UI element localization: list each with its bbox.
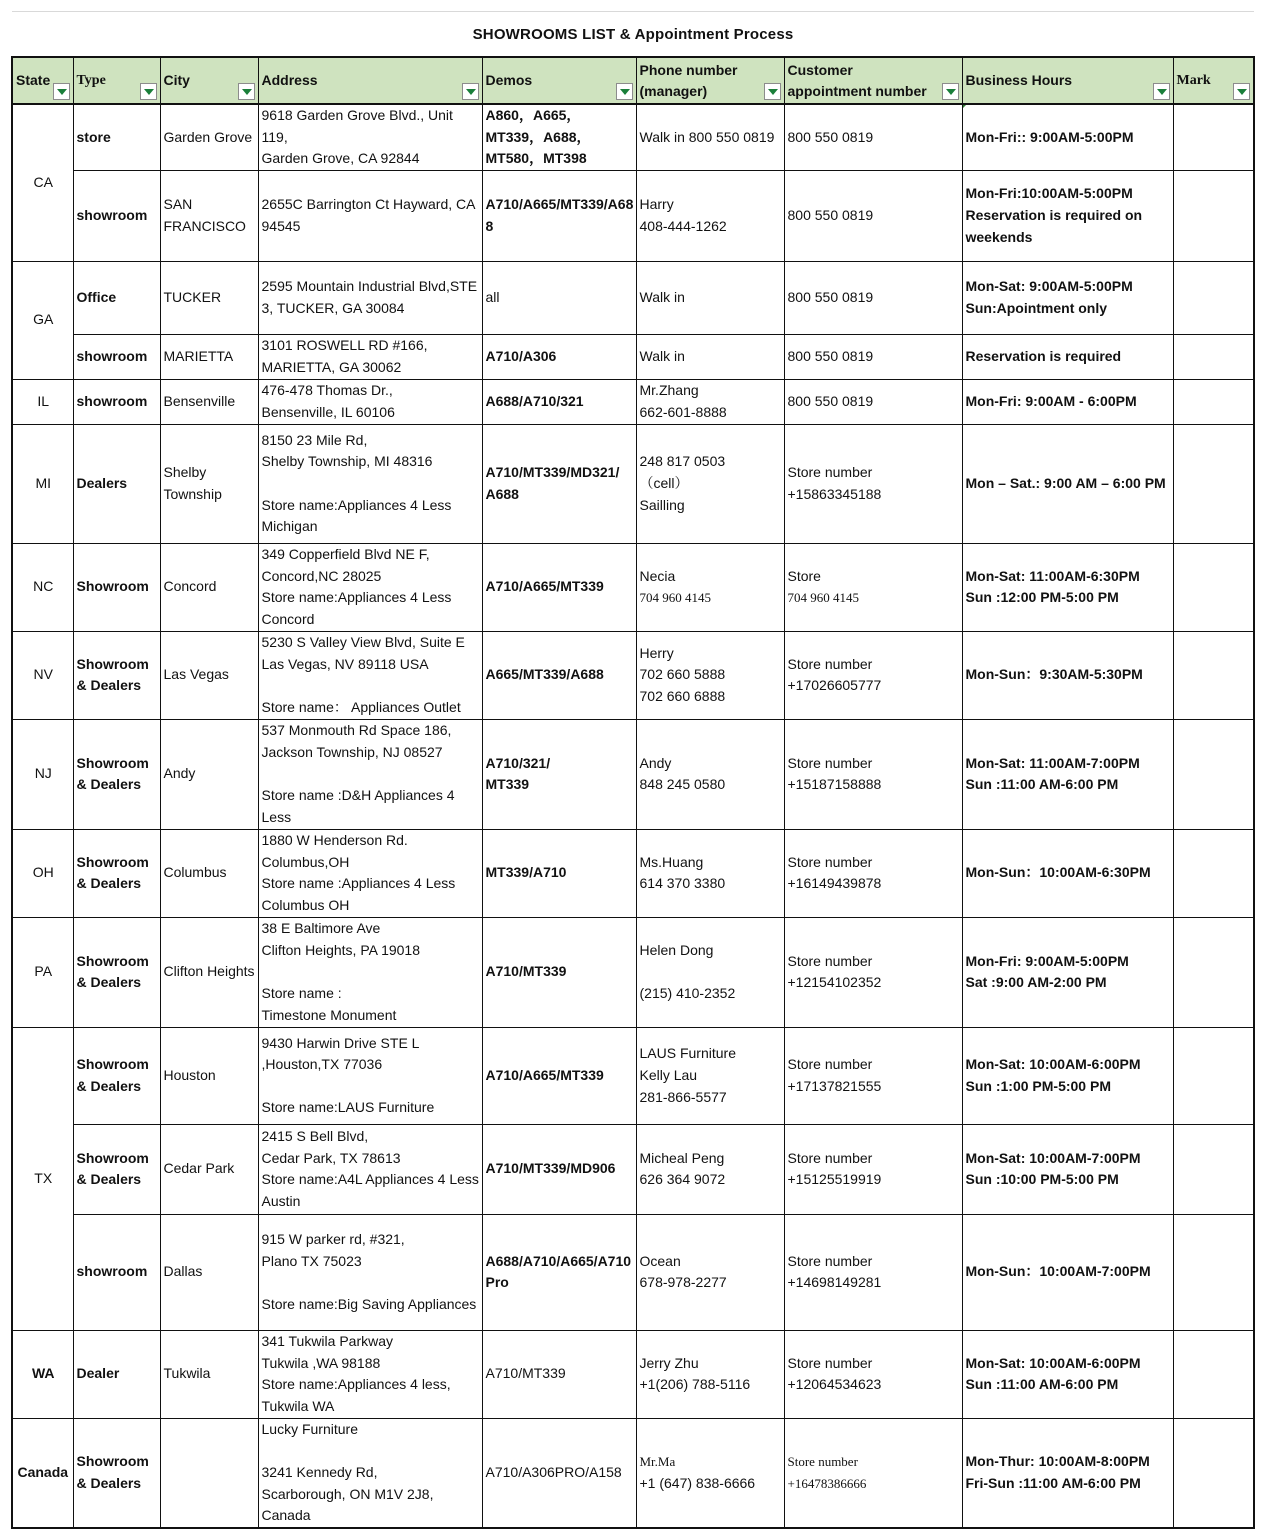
address-cell[interactable]: 2655C Barrington Ct Hayward, CA 94545 bbox=[258, 170, 482, 261]
column-header-label: City bbox=[163, 72, 190, 88]
mark-cell[interactable] bbox=[1173, 1027, 1254, 1124]
demos-cell[interactable]: all bbox=[482, 261, 636, 334]
hours-cell[interactable]: Mon-Fri: 9:00AM-5:00PM Sat :9:00 AM-2:00 PM bbox=[962, 917, 1173, 1027]
column-header-label: Address bbox=[261, 72, 318, 88]
appointment-cell[interactable]: Store number +17026605777 bbox=[784, 631, 962, 719]
column-header-label: Type bbox=[76, 73, 106, 88]
state-cell[interactable]: NV bbox=[12, 631, 73, 719]
type-cell[interactable]: store bbox=[73, 104, 160, 170]
state-cell[interactable]: GA bbox=[12, 261, 73, 379]
column-header-type bbox=[73, 57, 160, 104]
address-cell[interactable]: 537 Monmouth Rd Space 186, Jackson Township, NJ 08527 Store name :D&H Appliances 4 Less bbox=[258, 719, 482, 829]
mark-cell[interactable] bbox=[1173, 1214, 1254, 1330]
city-cell[interactable]: MARIETTA bbox=[160, 334, 258, 379]
city-cell[interactable]: Columbus bbox=[160, 829, 258, 917]
city-cell[interactable]: Garden Grove bbox=[160, 104, 258, 170]
appointment-cell[interactable]: Store number +16149439878 bbox=[784, 829, 962, 917]
phone-contact-name: Mr.Ma bbox=[639, 1454, 676, 1470]
hours-cell[interactable]: Mon-Sun：10:00AM-7:00PM bbox=[962, 1214, 1173, 1330]
filter-dropdown-icon[interactable] bbox=[462, 83, 479, 100]
phone-cell[interactable] bbox=[636, 1418, 784, 1527]
table-row[interactable] bbox=[12, 1124, 1254, 1214]
table-row[interactable] bbox=[12, 1214, 1254, 1330]
hours-cell[interactable]: Mon-Thur: 10:00AM-8:00PM Fri-Sun :11:00 AM-6:00 PM bbox=[962, 1418, 1173, 1527]
type-cell[interactable]: Dealer bbox=[73, 1330, 160, 1418]
filter-dropdown-icon[interactable] bbox=[53, 83, 70, 100]
hours-cell[interactable]: Mon-Sat: 10:00AM-6:00PM Sun :11:00 AM-6:00 PM bbox=[962, 1330, 1173, 1418]
table-row[interactable] bbox=[12, 917, 1254, 1027]
column-header-appointment bbox=[784, 57, 962, 104]
city-cell[interactable]: Shelby Township bbox=[160, 424, 258, 543]
column-header-address bbox=[258, 57, 482, 104]
phone-cell[interactable] bbox=[636, 543, 784, 631]
phone-contact-name: Necia bbox=[639, 567, 676, 584]
appointment-cell[interactable]: Store number +15125519919 bbox=[784, 1124, 962, 1214]
address-cell[interactable]: 349 Copperfield Blvd NE F, Concord,NC 28025 Store name:Appliances 4 Less Concord bbox=[258, 543, 482, 631]
type-cell[interactable]: Showroom & Dealers bbox=[73, 631, 160, 719]
hours-cell[interactable]: Mon-Fri: 9:00AM - 6:00PM bbox=[962, 379, 1173, 424]
demos-cell[interactable]: A710/MT339/MD321/ A688 bbox=[482, 424, 636, 543]
demos-cell[interactable]: A860，A665， MT339，A688， MT580，MT398 bbox=[482, 104, 636, 170]
mark-cell[interactable] bbox=[1173, 1124, 1254, 1214]
appointment-cell[interactable]: Store number +12064534623 bbox=[784, 1330, 962, 1418]
column-header-label: Mark bbox=[1176, 73, 1211, 88]
filter-dropdown-icon[interactable] bbox=[942, 83, 959, 100]
hours-cell[interactable]: Mon-Sun：9:30AM-5:30PM bbox=[962, 631, 1173, 719]
filter-dropdown-icon[interactable] bbox=[1153, 83, 1170, 100]
appointment-cell[interactable]: Store number +17137821555 bbox=[784, 1027, 962, 1124]
demos-cell[interactable]: A710/MT339 bbox=[482, 917, 636, 1027]
address-cell[interactable]: 9430 Harwin Drive STE L ,Houston,TX 77036 Store name:LAUS Furniture bbox=[258, 1027, 482, 1124]
city-cell[interactable]: Cedar Park bbox=[160, 1124, 258, 1214]
demos-cell[interactable]: A710/A665/MT339 bbox=[482, 543, 636, 631]
address-cell[interactable]: 2415 S Bell Blvd, Cedar Park, TX 78613 Store name:A4L Appliances 4 Less Austin bbox=[258, 1124, 482, 1214]
phone-cell[interactable]: Mr.Zhang 662-601-8888 bbox=[636, 379, 784, 424]
appointment-cell[interactable]: 800 550 0819 bbox=[784, 261, 962, 334]
address-cell[interactable]: 9618 Garden Grove Blvd., Unit 119, Garden Grove, CA 92844 bbox=[258, 104, 482, 170]
phone-cell[interactable]: Jerry Zhu +1(206) 788-5116 bbox=[636, 1330, 784, 1418]
appointment-cell[interactable]: 800 550 0819 bbox=[784, 334, 962, 379]
table-row[interactable] bbox=[12, 719, 1254, 829]
appointment-cell[interactable]: Store number +15863345188 bbox=[784, 424, 962, 543]
column-header-label: Phone number (manager) bbox=[639, 61, 738, 99]
state-cell[interactable]: PA bbox=[12, 917, 73, 1027]
table-row[interactable] bbox=[12, 379, 1254, 424]
hours-cell[interactable]: Mon – Sat.: 9:00 AM – 6:00 PM bbox=[962, 424, 1173, 543]
city-cell[interactable]: Clifton Heights bbox=[160, 917, 258, 1027]
state-cell[interactable]: Canada bbox=[12, 1418, 73, 1527]
filter-dropdown-icon[interactable] bbox=[1233, 83, 1250, 100]
city-cell[interactable]: Houston bbox=[160, 1027, 258, 1124]
mark-cell[interactable] bbox=[1173, 829, 1254, 917]
page-title: SHOWROOMS LIST & Appointment Process bbox=[472, 26, 794, 43]
type-cell[interactable]: Showroom & Dealers bbox=[73, 719, 160, 829]
demos-cell[interactable]: A710/MT339/MD906 bbox=[482, 1124, 636, 1214]
appointment-cell[interactable] bbox=[784, 543, 962, 631]
column-header-mark bbox=[1173, 57, 1254, 104]
column-header-hours bbox=[962, 57, 1173, 104]
type-cell[interactable]: showroom bbox=[73, 170, 160, 261]
address-cell[interactable]: 341 Tukwila Parkway Tukwila ,WA 98188 Store name:Appliances 4 less, Tukwila WA bbox=[258, 1330, 482, 1418]
table-row[interactable] bbox=[12, 1418, 1254, 1527]
phone-cell[interactable]: Ms.Huang 614 370 3380 bbox=[636, 829, 784, 917]
type-cell[interactable]: Showroom & Dealers bbox=[73, 829, 160, 917]
state-cell[interactable]: NJ bbox=[12, 719, 73, 829]
phone-contact-number: +1 (647) 838-6666 bbox=[639, 1474, 756, 1491]
mark-cell[interactable] bbox=[1173, 1418, 1254, 1527]
table-row[interactable] bbox=[12, 829, 1254, 917]
filter-dropdown-icon[interactable] bbox=[764, 83, 781, 100]
city-cell[interactable]: SAN FRANCISCO bbox=[160, 170, 258, 261]
table-row[interactable] bbox=[12, 334, 1254, 379]
address-cell[interactable]: 3101 ROSWELL RD #166, MARIETTA, GA 30062 bbox=[258, 334, 482, 379]
table-row[interactable] bbox=[12, 170, 1254, 261]
state-cell[interactable]: NC bbox=[12, 543, 73, 631]
hours-cell[interactable]: Reservation is required bbox=[962, 334, 1173, 379]
demos-cell[interactable]: A710/A665/MT339/A688 bbox=[482, 170, 636, 261]
appointment-cell[interactable] bbox=[784, 1418, 962, 1527]
appointment-number: +16478386666 bbox=[787, 1475, 867, 1491]
demos-cell[interactable]: A665/MT339/A688 bbox=[482, 631, 636, 719]
filter-dropdown-icon[interactable] bbox=[238, 83, 255, 100]
address-cell[interactable]: 5230 S Valley View Blvd, Suite E Las Vegas, NV 89118 USA Store name： Appliances Outlet bbox=[258, 631, 482, 719]
demos-cell[interactable]: A710/A665/MT339 bbox=[482, 1027, 636, 1124]
table-row[interactable] bbox=[12, 543, 1254, 631]
type-cell[interactable]: Office bbox=[73, 261, 160, 334]
table-row[interactable] bbox=[12, 261, 1254, 334]
type-cell[interactable]: Dealers bbox=[73, 424, 160, 543]
phone-cell[interactable]: Andy 848 245 0580 bbox=[636, 719, 784, 829]
demos-cell[interactable]: A710/A306PRO/A158 bbox=[482, 1418, 636, 1527]
mark-cell[interactable] bbox=[1173, 424, 1254, 543]
demos-cell[interactable]: MT339/A710 bbox=[482, 829, 636, 917]
hours-cell[interactable]: Mon-Sat: 11:00AM-7:00PM Sun :11:00 AM-6:00 PM bbox=[962, 719, 1173, 829]
column-header-phone bbox=[636, 57, 784, 104]
column-header-label: Customer appointment number bbox=[787, 61, 927, 99]
state-cell[interactable]: IL bbox=[12, 379, 73, 424]
type-cell[interactable]: Showroom & Dealers bbox=[73, 1027, 160, 1124]
address-cell[interactable]: 1880 W Henderson Rd. Columbus,OH Store name :Appliances 4 Less Columbus OH bbox=[258, 829, 482, 917]
mark-cell[interactable] bbox=[1173, 170, 1254, 261]
filter-dropdown-icon[interactable] bbox=[616, 83, 633, 100]
phone-cell[interactable]: 248 817 0503 （cell） Sailling bbox=[636, 424, 784, 543]
type-cell[interactable]: showroom bbox=[73, 1214, 160, 1330]
phone-cell[interactable]: LAUS Furniture Kelly Lau 281-866-5577 bbox=[636, 1027, 784, 1124]
appointment-cell[interactable]: Store number +15187158888 bbox=[784, 719, 962, 829]
mark-cell[interactable] bbox=[1173, 104, 1254, 170]
phone-contact-number: 704 960 4145 bbox=[639, 590, 711, 606]
column-header-label: Demos bbox=[485, 72, 533, 88]
header-row bbox=[12, 57, 1254, 104]
mark-cell[interactable] bbox=[1173, 379, 1254, 424]
phone-cell[interactable]: Herry 702 660 5888 702 660 6888 bbox=[636, 631, 784, 719]
city-cell[interactable] bbox=[160, 1418, 258, 1527]
type-cell[interactable]: showroom bbox=[73, 379, 160, 424]
city-cell[interactable]: Bensenville bbox=[160, 379, 258, 424]
demos-cell[interactable]: A688/A710/A665/A710 Pro bbox=[482, 1214, 636, 1330]
table-row[interactable] bbox=[12, 631, 1254, 719]
hours-cell[interactable]: Mon-Sat: 9:00AM-5:00PM Sun:Apointment only bbox=[962, 261, 1173, 334]
mark-cell[interactable] bbox=[1173, 261, 1254, 334]
state-cell[interactable]: WA bbox=[12, 1330, 73, 1418]
address-cell[interactable]: 915 W parker rd, #321, Plano TX 75023 Store name:Big Saving Appliances bbox=[258, 1214, 482, 1330]
table-row[interactable] bbox=[12, 424, 1254, 543]
hours-cell[interactable]: Mon-Sat: 11:00AM-6:30PM Sun :12:00 PM-5:00 PM bbox=[962, 543, 1173, 631]
city-cell[interactable]: Dallas bbox=[160, 1214, 258, 1330]
hours-text: Mon-Fri:: 9:00AM-5:00PM bbox=[965, 128, 1134, 145]
state-cell[interactable]: TX bbox=[12, 1027, 73, 1330]
address-cell[interactable]: 8150 23 Mile Rd, Shelby Township, MI 48316 Store name:Appliances 4 Less Michigan bbox=[258, 424, 482, 543]
hours-cell[interactable]: Mon-Fri:10:00AM-5:00PM Reservation is required on weekends bbox=[962, 170, 1173, 261]
column-header-demos bbox=[482, 57, 636, 104]
table-row[interactable] bbox=[12, 1027, 1254, 1124]
appointment-cell[interactable]: Store number +12154102352 bbox=[784, 917, 962, 1027]
hours-cell[interactable]: Mon-Sat: 10:00AM-7:00PM Sun :10:00 PM-5:00 PM bbox=[962, 1124, 1173, 1214]
column-header-city bbox=[160, 57, 258, 104]
filter-dropdown-icon[interactable] bbox=[140, 83, 157, 100]
demos-cell[interactable]: A688/A710/321 bbox=[482, 379, 636, 424]
appointment-cell[interactable]: 800 550 0819 bbox=[784, 170, 962, 261]
appointment-cell[interactable]: 800 550 0819 bbox=[784, 104, 962, 170]
demos-cell[interactable]: A710/MT339 bbox=[482, 1330, 636, 1418]
type-cell[interactable]: Showroom & Dealers bbox=[73, 1124, 160, 1214]
table-row[interactable] bbox=[12, 104, 1254, 170]
column-header-label: State bbox=[16, 72, 51, 88]
hours-cell[interactable]: Mon-Sun：10:00AM-6:30PM bbox=[962, 829, 1173, 917]
phone-cell[interactable]: Ocean 678-978-2277 bbox=[636, 1214, 784, 1330]
address-cell[interactable]: Lucky Furniture 3241 Kennedy Rd, Scarborough, ON M1V 2J8, Canada bbox=[258, 1418, 482, 1527]
city-cell[interactable]: Concord bbox=[160, 543, 258, 631]
appointment-cell[interactable]: 800 550 0819 bbox=[784, 379, 962, 424]
mark-cell[interactable] bbox=[1173, 631, 1254, 719]
mark-cell[interactable] bbox=[1173, 543, 1254, 631]
address-cell[interactable]: 38 E Baltimore Ave Clifton Heights, PA 19018 Store name : Timestone Monument bbox=[258, 917, 482, 1027]
demos-cell[interactable]: A710/321/ MT339 bbox=[482, 719, 636, 829]
hours-cell[interactable] bbox=[962, 104, 1173, 170]
type-cell[interactable]: Showroom bbox=[73, 543, 160, 631]
phone-cell[interactable]: Walk in 800 550 0819 bbox=[636, 104, 784, 170]
appointment-label: Store number bbox=[787, 1454, 858, 1470]
mark-cell[interactable] bbox=[1173, 1330, 1254, 1418]
table-row[interactable] bbox=[12, 1330, 1254, 1418]
showrooms-table bbox=[11, 56, 1255, 1529]
address-cell[interactable]: 2595 Mountain Industrial Blvd,STE 3, TUCKER, GA 30084 bbox=[258, 261, 482, 334]
state-cell[interactable]: OH bbox=[12, 829, 73, 917]
hours-cell[interactable]: Mon-Sat: 10:00AM-6:00PM Sun :1:00 PM-5:00 PM bbox=[962, 1027, 1173, 1124]
mark-cell[interactable] bbox=[1173, 719, 1254, 829]
city-cell[interactable]: Las Vegas bbox=[160, 631, 258, 719]
cell-comment-marker bbox=[962, 104, 967, 109]
phone-cell[interactable]: Micheal Peng 626 364 9072 bbox=[636, 1124, 784, 1214]
phone-cell[interactable]: Walk in bbox=[636, 261, 784, 334]
phone-cell[interactable]: Helen Dong (215) 410-2352 bbox=[636, 917, 784, 1027]
column-header-state bbox=[12, 57, 73, 104]
city-cell[interactable]: TUCKER bbox=[160, 261, 258, 334]
mark-cell[interactable] bbox=[1173, 917, 1254, 1027]
appointment-cell[interactable]: Store number +14698149281 bbox=[784, 1214, 962, 1330]
mark-cell[interactable] bbox=[1173, 334, 1254, 379]
appointment-number: 704 960 4145 bbox=[787, 590, 859, 606]
city-cell[interactable]: Tukwila bbox=[160, 1330, 258, 1418]
column-header-label: Business Hours bbox=[965, 72, 1073, 88]
type-cell[interactable]: Showroom & Dealers bbox=[73, 1418, 160, 1527]
phone-cell[interactable]: Harry 408-444-1262 bbox=[636, 170, 784, 261]
state-cell[interactable]: CA bbox=[12, 104, 73, 261]
city-cell[interactable]: Andy bbox=[160, 719, 258, 829]
type-cell[interactable]: showroom bbox=[73, 334, 160, 379]
appointment-label: Store bbox=[787, 567, 821, 584]
state-cell[interactable]: MI bbox=[12, 424, 73, 543]
type-cell[interactable]: Showroom & Dealers bbox=[73, 917, 160, 1027]
phone-cell[interactable]: Walk in bbox=[636, 334, 784, 379]
address-cell[interactable]: 476-478 Thomas Dr., Bensenville, IL 60106 bbox=[258, 379, 482, 424]
demos-cell[interactable]: A710/A306 bbox=[482, 334, 636, 379]
sheet-top-border bbox=[12, 11, 1254, 12]
